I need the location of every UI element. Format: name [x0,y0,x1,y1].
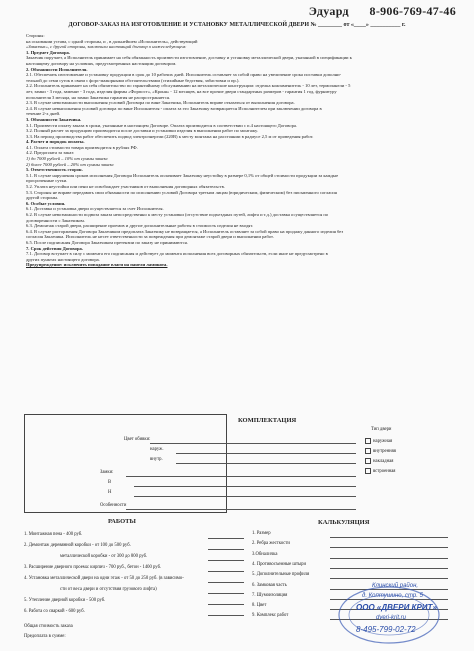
door-type-checkbox[interactable] [365,448,371,454]
calc-title: КАЛЬКУЛЯЦИЯ [318,519,370,526]
kompl-left-label: В [108,480,112,485]
contract-body [26,33,452,268]
works-item: 1. Монтажная пена - 400 руб. [24,532,83,537]
calc-item: 1. Размер [252,531,271,536]
kompl-fill-line[interactable] [126,476,356,477]
works-item: 4. Установка металлической двери на одни этаж - от 50 до 250 руб. (в зависимо- [24,576,184,581]
works-amount-line[interactable] [208,582,244,583]
kompl-fill-line[interactable] [150,443,356,444]
contract-line: 2.2. Исполнитель принимает на себя обязательство по гарантийному обслуживанию на металлические конструкции: отделка кожзаменитель - 10 лет, термопанели - 5 [26,83,351,89]
door-type-label: наружная [373,439,393,445]
contract-line: 4.2. Предоплата за заказ: [26,150,75,156]
contract-line: тельной до семи суток в связи с форс-мажорными обстоятельствами (стихийные бедствия, забастовки и пр.). [26,77,240,83]
contract-line: 2) более 7000 рублей – 20% от суммы заказа [26,161,114,167]
kompl-left-label: внутр. [150,457,163,462]
kompl-left-label: Цвет обивки: [124,437,151,442]
contract-line: 4. Расчет и порядок оплаты. [26,139,85,145]
contract-line: настоящему договору на условиях, предусмотренных настоящим договором. [26,60,177,66]
works-amount-line[interactable] [208,615,244,616]
contract-line: 7. Срок действия Договора. [26,245,83,251]
contract-line: 2.3. В случае невозможности выполнения условий Договора по вине Заказчика, Исполнитель вправе отказаться от выполнения договора. [26,100,295,106]
kompl-left-label: наруж. [150,447,164,452]
works-item: сти от веса двери и отсутствия грузового лифта) [60,587,157,592]
calc-item: 8. Цвет [252,603,267,609]
contract-line: «Заказчик», с другой стороны, заключили настоящий договор о нижеследующем: [26,44,187,50]
contract-line: 1. Предмет Договора. [26,49,70,55]
door-type-checkbox[interactable] [365,438,371,444]
calc-value-line[interactable] [330,578,448,579]
works-amount-line[interactable] [208,538,244,539]
header-name: Эдуард [308,4,349,18]
contract-line: 2. Обязанности Исполнителя. [26,66,88,72]
stamp-line3: ООО «ДВЕРИ КРИТ» [356,603,437,612]
calc-value-line[interactable] [330,537,448,538]
calc-item: 7. Шумоизоляция [252,592,288,598]
calc-value-line[interactable] [330,558,448,559]
kompl-fill-line[interactable] [126,509,356,510]
stamp-line2: д. Коптушино, стр. 5 [362,593,423,599]
door-type-label: накладная [373,459,394,465]
header-phone: 8-906-769-47-46 [369,4,456,18]
works-amount-line[interactable] [208,560,244,561]
contract-line: 6.1. Доставка и установка двери осуществляется за счет Исполнителя. [26,206,164,212]
contract-line: 6.4. В случае расторжения Договора Заказчиком предоплата Заказчику не возвращается, а Исполнитель оставляет за собой право на продажу данного изделия без [26,228,344,234]
contract-line: договоренности с Заказчиком. [26,217,85,223]
contract-title: ДОГОВОР-ЗАКАЗ НА ИЗГОТОВЛЕНИЕ И УСТАНОВКУ МЕТАЛЛИЧЕСКОЙ ДВЕРИ № ________ от «____» __________ г. [68,22,406,28]
kompl-left-label: Замки: [100,470,114,475]
door-type-option[interactable] [365,458,393,464]
contract-line: другой стороны. [26,195,59,201]
works-item: 3. Расширение дверного проема: кирпич - 700 руб., бетон - 1400 руб. [24,565,162,570]
prepay-label: Предоплата в сумме: [24,634,66,639]
kompl-title: КОМПЛЕКТАЦИЯ [238,417,297,424]
kompl-fill-line[interactable] [134,486,356,487]
kompl-left-label: Особенности [100,503,127,508]
contract-line: 6. Особые условия. [26,200,66,206]
contract-line: 3.3. На период производства работ обеспечить подвод электроэнергии (220В) к месту монтажа на расстоянии в радиусе 2,5 м от проведения работ. [26,133,314,139]
works-amount-line[interactable] [208,593,244,594]
calc-value-line[interactable] [330,568,448,569]
contract-line: лет, замки - 3 года, заменят - 3 года, изделия фирмы «Форпост», «Кроня» - 12 месяцев, на все прочие двери стандартных размеров - гарантия 1 год, фурнитуру [26,88,337,94]
works-amount-line[interactable] [208,604,244,605]
stamp-line5: 8-495-799-02-72 [356,625,416,634]
calc-item: 3.Обналичка [252,551,278,557]
calc-value-line[interactable] [330,547,448,548]
stamp-line4: dveri-krit.ru [376,615,407,621]
works-amount-line[interactable] [208,571,244,572]
contract-line: 2.1. Обеспечить изготовление и установку продукции в срок до 10 рабочих дней. Исполнитель оставляет за собой право на увеличение срока поставки дополни- [26,72,342,78]
contract-line: 5.2. Уплата неустойки или пени не освобождает участников от выполнения договорных обязательств. [26,184,225,190]
contract-line: 6.3. Демонтаж старой двери, расширение проемов и другие дополнительные работы в стоимость изделия не входят. [26,223,254,229]
calc-item: 4. Противосъемные штыри [252,561,307,567]
calc-item: 5. Дополнительные профиля [252,572,310,578]
contract-line: 2.4. В случае невыполнения условий договора по вине Исполнителя - оплата за это Заказчику возвращается Исполнителем при заключении договора в [26,105,322,111]
kompl-fill-line[interactable] [134,496,356,497]
stamp-circle [334,581,444,645]
contract-line: 3.2. Полный расчет за продукцию производится после доставки и установки изделия в выполнении работ по монтажу. [26,128,259,134]
contract-line: Стороны: [26,33,45,38]
contract-line: на основании устава, с одной стороны, и , в дальнейшем «Исполнитель», действующий [26,38,198,44]
contract-line: 6.5. После подписания Договора Заказчиком претензии по заказу не принимаются. [26,239,188,245]
contract-line: согласия Заказчика. Исполнитель не несет ответственности за повреждения при демонтаже старой двери и выполнении работ. [26,234,274,240]
contract-line: 3.1. Произвести оплату заказа в сроки, указанные в настоящем Договоре. Оплата производится в соответствии с п.4 настоящего Договора. [26,122,298,128]
contract-line: 5.1. В случае нарушения сроков исполнения Договора Исполнитель оплачивает Заказчику неустойку в размере 0,1% от общей стоимости продукции за каждые [26,172,339,178]
door-type-title: Тип двери [371,427,392,432]
contract-line: 6.2. В случае невозможности подвоза заказа непосредственно к месту установки (отсутствие подъездных путей, лифта и т.д.) доставка осуществляется по [26,212,329,217]
contract-line: 7.1. Договор вступает в силу с момента его подписания и действует до момента исполнения всех договорных обязательств, если иное не предусмотрено в [26,251,328,257]
stamp-line1: Клинский район, [372,583,419,589]
calc-item: 2. Ребра жесткости [252,541,290,547]
works-item: 2. Демонтаж деревянной коробки - от 100 до 500 руб. [24,543,131,548]
door-type-option[interactable] [365,448,396,454]
header [309,4,456,19]
contract-line: 4.1. Оплата стоимости товара производится в рублях РФ. [26,144,138,150]
contract-line: просроченные сутки. [26,178,68,184]
contract-line: 3. Обязанности Заказчика. [26,116,82,122]
contract-line: 5. Ответственность сторон. [26,167,83,173]
door-type-label: встроенная [373,469,396,475]
contract-line: 5.3. Стороны не вправе передавать свои обязанности по исполнению условий Договора третьим лицам (юридическим, физическим) без письменного согласия [26,189,337,195]
door-type-option[interactable] [365,438,392,444]
kompl-fill-line[interactable] [176,463,356,464]
contract-line: течение 2-х дней. [26,111,61,117]
contract-line: других пунктах настоящего договора. [26,256,100,262]
door-type-checkbox[interactable] [365,458,371,464]
works-item: металлической коробки - от 300 до 800 руб. [60,554,148,559]
works-amount-line[interactable] [208,549,244,550]
contract-line: 1) до 7000 рублей – 10% от суммы заказа [26,156,108,162]
works-item: 6. Работа со сваркой - 600 руб. [24,609,85,614]
company-stamp [334,581,444,645]
calc-item: 6. Замковая часть [252,582,287,588]
door-type-label: внутренняя [373,449,396,455]
total-label: Общая стоимость заказа [24,624,73,629]
calc-item: 9. Комплекс работ [252,613,289,619]
contract-line: Предупреждение: исключить попадание влаги на панели ламината. [26,262,168,268]
door-type-option[interactable] [365,468,395,474]
contract-line: исполнителя 3 месяца, на замки Заказчика гарантия не распространяется. [26,94,171,100]
kompl-left-label: Н [108,490,112,495]
door-type-checkbox[interactable] [365,468,371,474]
contract-line: Заказчик поручает, а Исполнитель принимает на себя обязанность произвести изготовление, доставку и установку металлической двери, указанной в спецификации к [26,55,352,61]
works-title: РАБОТЫ [108,518,136,525]
kompl-fill-line[interactable] [176,453,356,454]
works-item: 5. Утепление дверной коробки - 500 руб. [24,598,106,603]
